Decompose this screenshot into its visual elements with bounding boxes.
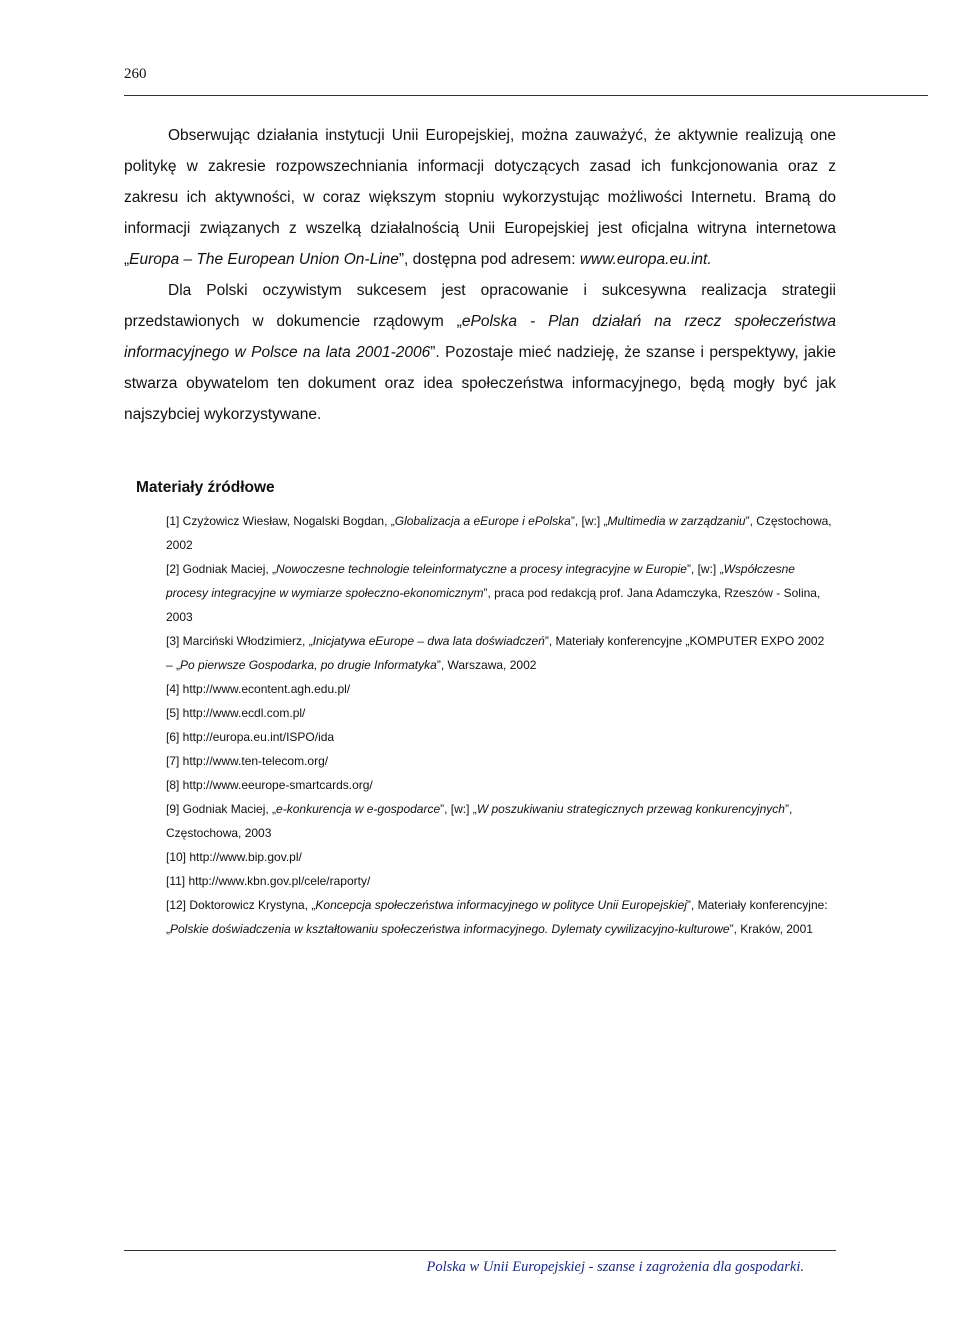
italic-text: W poszukiwaniu strategicznych przewag konkurencyjnych	[476, 802, 785, 816]
reference-item	[166, 629, 832, 677]
text-run: [7] http://www.ten-telecom.org/	[166, 754, 329, 768]
italic-text: Polskie doświadczenia w kształtowaniu społeczeństwa informacyjnego. Dylematy cywilizacyjno-kulturowe	[170, 922, 730, 936]
text-run: [6] http://europa.eu.int/ISPO/ida	[166, 730, 335, 744]
reference-item	[166, 797, 832, 845]
italic-text: Nowoczesne technologie teleinformatyczne a procesy integracyjne w Europie	[276, 562, 687, 576]
italic-text: Koncepcja społeczeństwa informacyjnego w polityce Unii Europejskiej	[315, 898, 687, 912]
footer-title: Polska w Unii Europejskiej - szanse i zagrożenia dla gospodarki.	[426, 1259, 804, 1275]
text-run: Dla Polski oczywistym sukcesem jest opracowanie i sukcesywna realizacja strategii przedstawionych w dokumencie rządowym „	[124, 282, 836, 330]
italic-text: Po pierwsze Gospodarka, po drugie Informatyka	[180, 658, 437, 672]
text-run: ”, Częstochowa, 2002	[166, 514, 832, 552]
text-run: ”, [w:] „	[440, 802, 477, 816]
italic-text: e-konkurencja w e-gospodarce	[276, 802, 441, 816]
text-run: ”, [w:] „	[686, 562, 724, 576]
italic-text: ePolska - Plan działań na rzecz społeczeństwa informacyjnego w Polsce na lata 2001-2006	[124, 313, 837, 361]
paragraph-1	[124, 120, 836, 275]
text-run: [11] http://www.kbn.gov.pl/cele/raporty/	[166, 874, 371, 888]
text-run: ”. Pozostaje mieć nadzieję, że szanse i perspektywy, jakie stwarza obywatelom ten dokument oraz idea społeczeństwa informacyjnego, będą mogły być jak najszybciej wykorzystywane.	[124, 344, 836, 423]
italic-text: Inicjatywa eEurope – dwa lata doświadczeń	[312, 634, 545, 648]
italic-text: Globalizacja a eEurope i ePolska	[394, 514, 571, 528]
text-run: ”, Częstochowa, 2003	[166, 802, 793, 840]
section-heading: Materiały źródłowe	[136, 479, 275, 496]
italic-text: Multimedia w zarządzaniu	[607, 514, 746, 528]
italic-text: www.europa.eu.int.	[579, 251, 712, 268]
text-run: ”, Materiały konferencyjne „KOMPUTER EXPO 2002 – „	[166, 634, 825, 672]
text-run: [2] Godniak Maciej, „	[166, 562, 277, 576]
text-run: ”, Kraków, 2001	[729, 922, 813, 936]
reference-item	[166, 509, 832, 557]
reference-item	[166, 845, 832, 869]
reference-item	[166, 557, 832, 629]
paragraph-2	[124, 275, 836, 430]
reference-item	[166, 749, 832, 773]
italic-text: Europa – The European Union On-Line	[129, 251, 399, 268]
italic-text: Współczesne procesy integracyjne w wymiarze społeczno-ekonomicznym	[166, 562, 795, 600]
text-run: ”, [w:] „	[570, 514, 608, 528]
page-number: 260	[124, 66, 147, 82]
reference-item	[166, 677, 832, 701]
text-run: [5] http://www.ecdl.com.pl/	[166, 706, 306, 720]
text-run: ”, praca pod redakcją prof. Jana Adamczyka, Rzeszów - Solina, 2003	[166, 586, 821, 624]
text-run: [1] Czyżowicz Wiesław, Nogalski Bogdan, „	[166, 514, 395, 528]
text-run: [3] Marciński Włodzimierz, „	[166, 634, 313, 648]
text-run: [9] Godniak Maciej, „	[166, 802, 277, 816]
text-run: [12] Doktorowicz Krystyna, „	[166, 898, 316, 912]
reference-item	[166, 725, 832, 749]
text-run: ”, dostępna pod adresem:	[398, 251, 580, 268]
text-run: [4] http://www.econtent.agh.edu.pl/	[166, 682, 351, 696]
reference-item	[166, 893, 832, 941]
text-run: [8] http://www.eeurope-smartcards.org/	[166, 778, 373, 792]
text-run: ”, Materiały konferencyjne: „	[166, 898, 828, 936]
text-run: ”, Warszawa, 2002	[436, 658, 537, 672]
reference-item	[166, 701, 832, 725]
reference-list	[166, 509, 832, 941]
body-text	[124, 120, 836, 430]
text-run: [10] http://www.bip.gov.pl/	[166, 850, 302, 864]
header-rule	[124, 95, 928, 96]
reference-item	[166, 773, 832, 797]
footer-rule	[124, 1250, 836, 1251]
reference-item	[166, 869, 832, 893]
text-run: Obserwując działania instytucji Unii Europejskiej, można zauważyć, że aktywnie realizują one politykę w zakresie rozpowszechniania informacji dotyczących zasad ich funkcjonowania oraz z zakresu ich aktywności, w coraz większym stopniu wykorzystując możliwości Internetu. Bramą do informacji związanych z wszelką działalnością Unii Europejskiej jest oficjalna witryna internetowa „	[124, 127, 836, 268]
